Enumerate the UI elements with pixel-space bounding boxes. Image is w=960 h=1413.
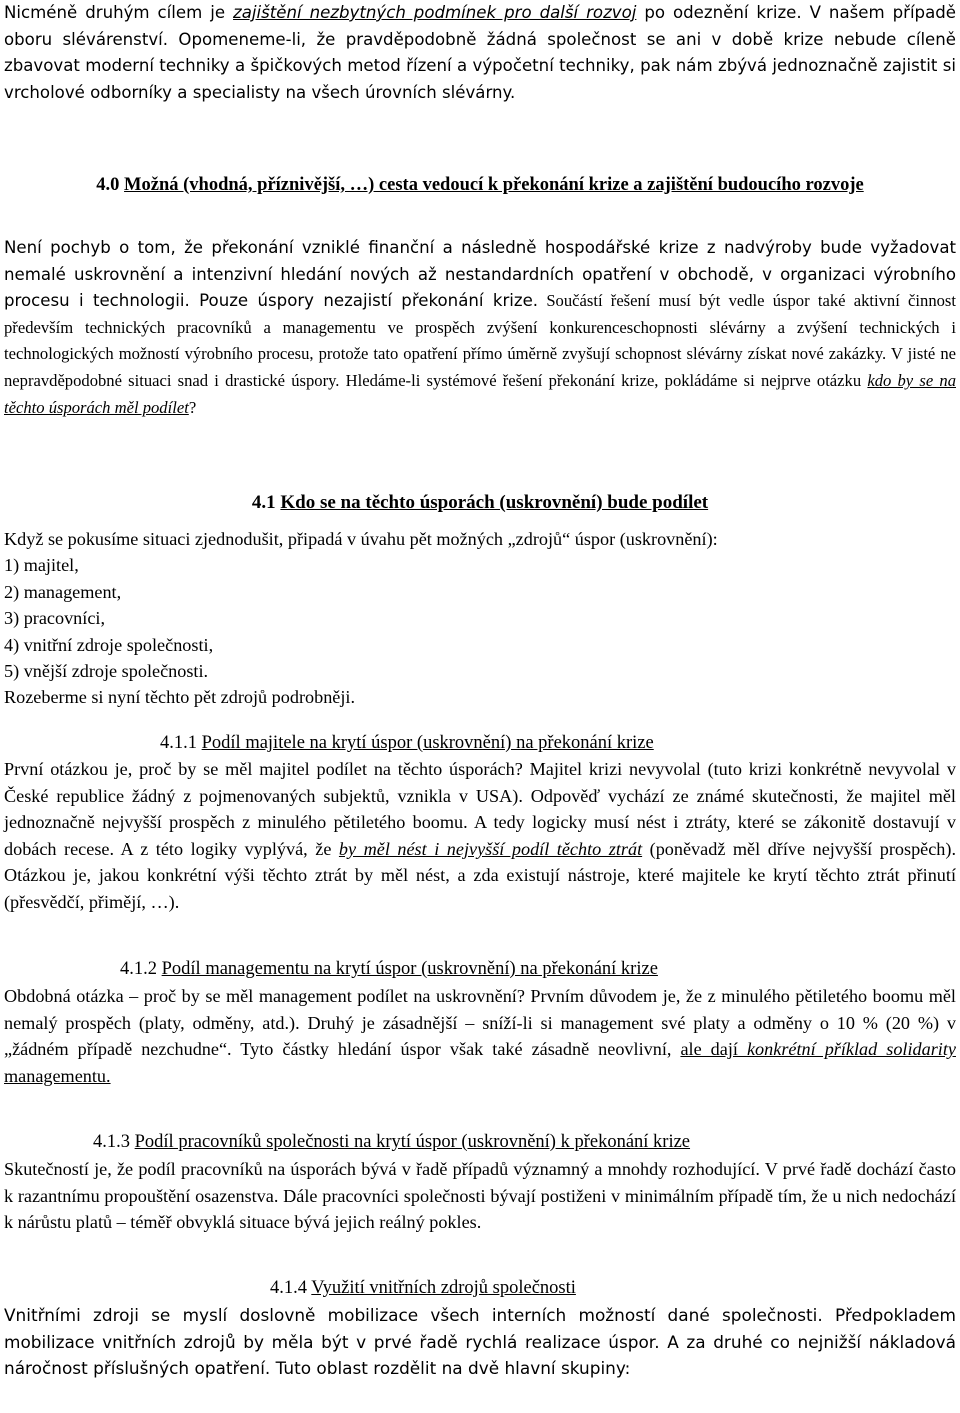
section-4-1-3-title: Podíl pracovníků společnosti na krytí úspor (uskrovnění) k překonání krize: [134, 1132, 691, 1152]
section-4-text-1: Není pochyb o tom, že překonání vzniklé finanční a následně hospodářské krize z nadvýroby bude vyžadovat nemalé uskrovnění a intenzivní hledání nových až nestandardních opatření v obchodě, v organizaci výrobního procesu i technologii. Pouze úspory nezajistí překonání krize.: [4, 238, 956, 311]
section-4-1-4-heading: [270, 1275, 576, 1301]
section-4-1-2-title: Podíl managementu na krytí úspor (uskrovnění) na překonání krize: [161, 959, 658, 979]
section-4-text-end: ?: [188, 397, 197, 417]
list-item: 5) vnější zdroje společnosti.: [4, 661, 209, 682]
section-4-1-1-text-2: (poněvadž měl dříve nejvyšší prospěch). Otázkou je, jakou konkrétní výši těchto ztrát by měl nést, a zda existují nástroje, které majitele ke krytí těchto ztrát přinutí (přesvědčí, přimějí, …).: [4, 838, 957, 912]
section-4-1-1-text-1: První otázkou je, proč by se měl majitel podílet na těchto úsporách? Majitel krizi nevyvolal (tuto krizi konkrétně nevyvolal v České republice žádný z pojmenovaných subjektů, vznikla v USA). Odpověď vychází ze známé skutečnosti, že majitel měl jednoznačně nejvyšší prospěch z minulého pětiletého boomu. A tedy logicky musí nést i ztráty, které se zákonitě dostavují v dobách recese. A z této logiky vyplývá, že: [4, 759, 956, 859]
section-4-1-2-underlined-end: managementu.: [4, 1065, 111, 1086]
section-4-question: kdo by se na těchto úsporách měl podílet: [4, 370, 956, 417]
section-4-1-1-paragraph: [4, 756, 956, 916]
section-4-1-1-title: Podíl majitele na krytí úspor (uskrovnění) na překonání krize: [201, 733, 654, 753]
section-4-1-2-paragraph: [4, 983, 956, 1089]
section-4-1-number: 4.1: [251, 492, 276, 513]
section-4-1-2-heading: [120, 956, 658, 982]
section-4-1-4-text: Vnitřními zdroji se myslí doslovně mobilizace všech interních možností dané společnosti. Předpokladem mobilizace vnitřních zdrojů by měla být v prvé řadě rychlá realizace úspor. A za druhé co nejnižší nákladová náročnost příslušných opatření. Tuto oblast rozdělit na dvě hlavní skupiny:: [4, 1305, 956, 1379]
section-4-1-4-paragraph: [4, 1302, 956, 1382]
section-4-1-1-emphasis: by měl nést i nejvyšší podíl těchto ztrát: [338, 838, 643, 859]
section-4-heading: [4, 172, 956, 198]
section-4-1-heading: [0, 490, 960, 516]
intro-paragraph: [4, 0, 956, 106]
section-4-1-4-title: Využití vnitřních zdrojů společnosti: [311, 1278, 576, 1298]
list-intro: Když se pokusíme situaci zjednodušit, připadá v úvahu pět možných „zdrojů“ úspor (uskrovnění):: [4, 529, 718, 549]
section-4-number: 4.0: [96, 175, 120, 195]
intro-text-2: po odeznění krize. V našem případě oboru slévárenství. Opomeneme-li, že pravděpodobně žádná společnost se ani v době krize nebude cíleně zbavovat moderní techniky a špičkových metod řízení a výpočetní techniky, pak nám zbývá jednoznačně zajistit si vrcholové odborníky a specialisty na všech úrovních slévárny.: [4, 3, 956, 102]
section-4-text-2: Součástí řešení musí být vedle úspor také aktivní činnost především technických pracovníků a managementu ve prospěch zvýšení konkurenceschopnosti slévárny a zvýšení technických i technologických možností výrobního procesu, protože tato opatření přímo úměrně zvyšují schopnost slévárny získat nové zakázky. V jisté ne nepravděpodobné situaci snad i drastické úspory. Hledáme-li systémové řešení překonání krize, pokládáme si nejprve otázku: [4, 291, 956, 390]
list-item: 2) management,: [4, 581, 122, 602]
section-4-1-2-text-1: Obdobná otázka – proč by se měl management podílet na uskrovnění? Prvním důvodem je, že z minulého pětiletého boomu měl nemalý prospěch (platy, odměny, atd.). Druhý je zásadnější – sníží-li si management své platy a odměny o 10 % (20 %) v „žádném případě nezchudne“. Tyto částky hledání úspor však také zásadně neovlivní,: [4, 986, 956, 1060]
section-4-1-1-number: 4.1.1: [160, 733, 197, 753]
section-4-paragraph: [4, 235, 956, 421]
intro-emphasis: zajištění nezbytných podmínek pro další rozvoj: [233, 3, 637, 22]
section-4-1-3-heading: [93, 1129, 690, 1155]
section-4-title: Možná (vhodná, příznivější, …) cesta vedoucí k překonání krize a zajištění budoucího rozvoje: [124, 175, 864, 195]
list-item: 1) majitel,: [4, 555, 79, 576]
section-4-1-3-paragraph: [4, 1156, 956, 1236]
section-4-1-2-emphasis: konkrétní příklad solidarity: [746, 1039, 956, 1060]
list-item: 4) vnitřní zdroje společnosti,: [4, 634, 214, 655]
section-4-1-1-heading: [160, 730, 654, 756]
section-4-1-2-underlined: ale dají: [680, 1039, 747, 1060]
section-4-1-3-number: 4.1.3: [93, 1132, 130, 1152]
section-4-1-3-text: Skutečností je, že podíl pracovníků na úsporách bývá v řadě případů významný a mnohdy rozhodující. V prvé řadě dochází často k razantnímu propouštění osazenstva. Dále pracovníci společnosti bývají postiženi v minimálním případě tím, že u nich nedochází k nárůstu platů – téměř obvyklá situace bývá jejich reálný pokles.: [4, 1159, 956, 1233]
intro-text-1: Nicméně druhým cílem je: [4, 3, 234, 22]
section-4-1-title: Kdo se na těchto úsporách (uskrovnění) bude podílet: [280, 492, 709, 513]
section-4-1-4-number: 4.1.4: [270, 1278, 307, 1298]
savings-sources-list: [4, 526, 956, 711]
section-4-1-2-number: 4.1.2: [120, 959, 157, 979]
list-item: 3) pracovníci,: [4, 608, 105, 629]
list-outro: Rozeberme si nyní těchto pět zdrojů podrobněji.: [4, 687, 356, 708]
